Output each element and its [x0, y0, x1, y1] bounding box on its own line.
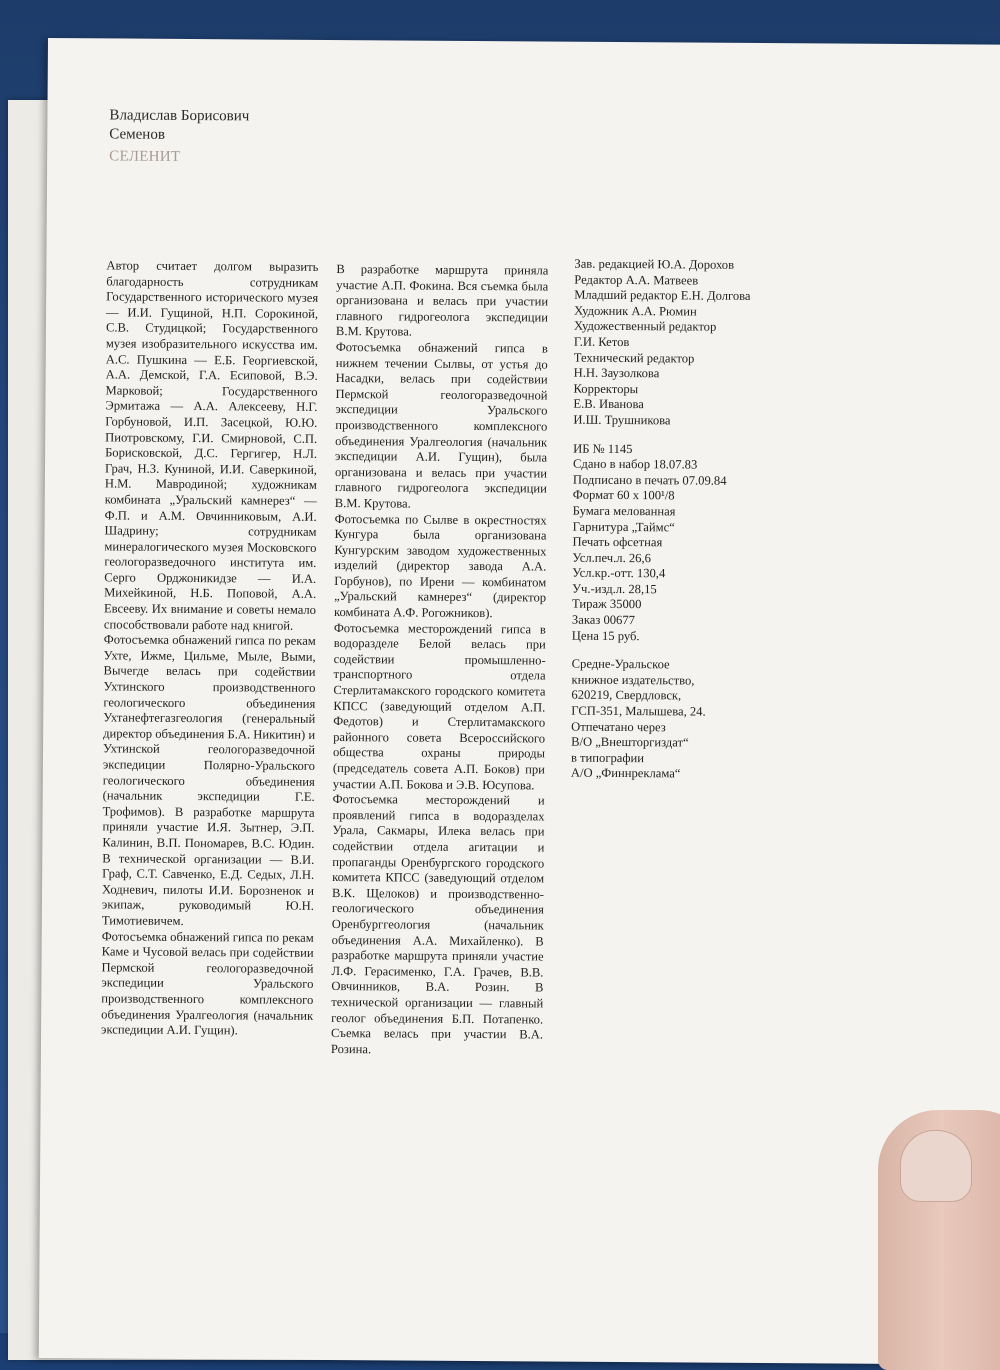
- publisher-line: Средне-Уральское: [571, 656, 670, 672]
- author-name: [109, 106, 249, 145]
- staff-line: Художник А.А. Рюмин: [574, 303, 697, 319]
- fingernail: [900, 1130, 972, 1202]
- staff-line: Младший редактор Е.Н. Долгова: [574, 287, 751, 304]
- imprint-line: Подписано в печать 07.09.84: [572, 472, 727, 488]
- paragraph: Фотосъемка обнажений гипса в нижнем течении Сылвы, от устья до Насадки, велась при содействии Пермской геологоразведочной экспедиции Уральского производственного комплексного объединения Уралгеология (начальник экспедиции А.И. Гущин), была организована и велась при участии главного гидрогеолога экспедиции В.М. Крутова.: [334, 339, 548, 511]
- imprint-line: Цена 15 руб.: [571, 628, 640, 643]
- staff-line: И.Ш. Трушникова: [573, 412, 671, 428]
- staff-line: Е.В. Иванова: [573, 397, 644, 412]
- publisher-line: книжное издательство,: [571, 672, 695, 688]
- publisher-line: Отпечатано через: [571, 719, 666, 734]
- author-name-line2: Семенов: [109, 126, 165, 143]
- publisher-line: А/О „Финнреклама“: [570, 766, 681, 781]
- imprint-line: ИБ № 1145: [573, 441, 633, 456]
- imprint-line: Сдано в набор 18.07.83: [572, 456, 698, 472]
- staff-line: Редактор А.А. Матвеев: [574, 272, 699, 288]
- paragraph: Фотосъемка месторождений гипса в водоразделе Белой велась при содействии промышленно-транспортного отдела Стерлитамакского городского комитета КПСС (заведующий отделом А.П. Федотов) и Стерлитамакского районного совета Всероссийского общества охраны природы (председатель совета А.П. Боков) при участии А.П. Бокова и Э.В. Юсупова.: [332, 620, 546, 793]
- paragraph: Фотосъемка месторождений и проявлений гипса в водоразделах Урала, Сакмары, Илека велась при содействии отдела агитации и пропаганды Оренбургского городского комитета КПСС (заведующий отделом В.К. Щелоков) и производственно-геологического объединения Оренбурггеология (начальник объединения А.А. Михайленко). В разработке маршрута приняли участие Л.Ф. Герасименко, Г.А. Грачев, В.В. Овчинников, В.А. Розин. В технической организации — главный геолог объединения Б.П. Потапенко. Съемка велась при участии В.А. Розина.: [330, 792, 545, 1056]
- editorial-staff: [573, 257, 834, 430]
- staff-line: Н.Н. Заузолкова: [573, 365, 660, 381]
- publisher-line: ГСП-351, Малышева, 24.: [571, 703, 706, 719]
- book-page: [39, 38, 1000, 1365]
- imprint-line: Усл.печ.л. 26,6: [572, 550, 651, 565]
- staff-line: Зав. редакцией Ю.А. Дорохов: [574, 256, 735, 272]
- staff-line: Корректоры: [573, 381, 639, 396]
- paragraph: Фотосъемка обнажений гипса по рекам Ухте, Ижме, Цильме, Мыле, Выми, Вычегде велась при содействии Ухтинского производственного геологического объединения Ухтанефтегазгеология (генеральный директор объединения Б.А. Никитин) и Ухтинской геологоразведочной экспедиции Полярно-Уральского геологического объединения (начальник экспедиции Г.Е. Трофимов). В разработке маршрута приняли участие И.Я. Зытнер, Э.П. Калинин, В.П. Пономарев, В.С. Юдин. В технической организации — В.И. Граф, С.Т. Савченко, Е.Д. Седых, Л.Н. Ходневич, пилоты И.И. Борозненок и экипаж, руководимый Ю.Н. Тимотиевичем.: [101, 632, 316, 928]
- publisher-line: 620219, Свердловск,: [571, 688, 682, 703]
- staff-line: Технический редактор: [573, 350, 695, 366]
- print-imprint: [572, 441, 833, 646]
- paragraph: Фотосъемка обнажений гипса по рекам Каме и Чусовой велась при содействии Пермской геологоразведочной экспедиции Уральского производственного комплексного объединения Уралгеология (начальник экспедиции А.И. Гущин).: [101, 928, 314, 1038]
- imprint-line: Гарнитура „Таймс“: [572, 519, 675, 534]
- paragraph: Фотосъемка по Сылве в окрестностях Кунгура была организована Кунгурским заводом художественных изделий (директор завода А.А. Горбунов), по Ирени — комбинатом „Уральский камнерез“ (директор комбината А.Ф. Рогожников).: [333, 511, 547, 621]
- imprint-line: Тираж 35000: [572, 597, 642, 612]
- paragraph: Автор считает долгом выразить благодарность сотрудникам Государственного исторического музея — И.И. Гущиной, Н.П. Сорокиной, С.В. Студицкой; Государственного музея изобразительного искусства им. А.С. Пушкина — Е.Б. Георгиевской, А.А. Демской, Г.А. Есиповой, В.Э. Марковой; Государственного Эрмитажа — А.А. Алексееву, Н.Г. Горбуновой, И.П. Засецкой, Ю.Ю. Пиотровскому, Г.И. Смирновой, С.П. Борисковской, Д.С. Гергигер, Н.Л. Грач, Н.З. Куниной, И.И. Саверкиной, Н.М. Мавродиной; художникам комбината „Уральский камнерез“ — Ф.П. и А.М. Овчинниковым, А.И. Шадрину; сотрудникам минералогического музея Московского геологоразведочного института им. Серго Орджоникидзе — И.А. Михейкиной, Н.Б. Поповой, А.А. Евсееву. Их внимание и советы немало способствовали работе над книгой.: [103, 258, 319, 633]
- colophon-column: [571, 257, 835, 797]
- publisher-info: [571, 657, 832, 784]
- author-name-line1: Владислав Борисович: [109, 107, 250, 125]
- staff-line: Художественный редактор: [573, 319, 717, 335]
- imprint-line: Формат 60 x 100¹/8: [572, 487, 675, 503]
- publisher-line: В/О „Внешторгиздат“: [571, 734, 689, 750]
- acknowledgements-column-1: [101, 258, 318, 1039]
- book-title: СЕЛЕНИТ: [109, 148, 181, 165]
- publisher-line: в типографии: [570, 750, 645, 765]
- imprint-line: Печать офсетная: [572, 534, 663, 550]
- staff-line: Г.И. Кетов: [573, 334, 630, 350]
- acknowledgements-column-2: [331, 262, 549, 1059]
- paragraph: В разработке маршрута приняла участие А.П. Фокина. Вся съемка была организована и велась при участии главного гидрогеолога экспедиции В.М. Крутова.: [335, 262, 549, 339]
- imprint-line: Уч.-изд.л. 28,15: [572, 581, 657, 597]
- imprint-line: Бумага мелованная: [572, 503, 676, 519]
- imprint-line: Усл.кр.-отт. 130,4: [572, 565, 666, 581]
- imprint-line: Заказ 00677: [571, 612, 636, 628]
